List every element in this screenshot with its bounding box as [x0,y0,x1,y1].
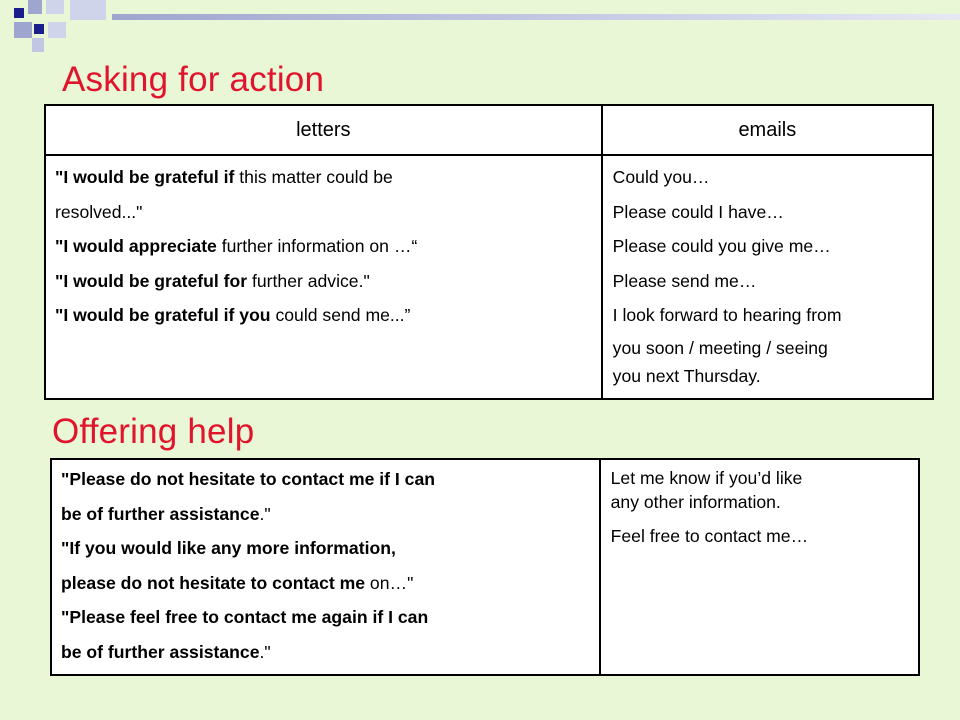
offering-table [50,458,920,676]
phrase-bold: be of further assistance [61,641,260,662]
phrase-bold: be of further assistance [61,503,260,524]
phrase-bold: "If you would like any more information, [61,538,396,559]
phrase-line [61,497,595,532]
email-line: Let me know if you’d like [610,468,803,488]
emails-cell [600,459,919,675]
phrase-text: this matter could be [234,167,393,187]
phrase-text: ." [259,641,271,662]
phrase-text: on…" [365,572,414,593]
emails-cell [602,155,933,399]
table-header-row [45,105,933,155]
deco-square [14,22,32,38]
email-line: Could you… [612,167,710,187]
deco-square [32,38,44,52]
phrase-text: could send me...” [270,305,411,326]
phrase-bold: "I would be grateful for [55,270,248,291]
asking-table [44,104,934,400]
phrase-bold: "I would be grateful if you [55,305,271,326]
phrase-bold: "I would be grateful if [55,167,235,187]
letters-cell [45,155,602,399]
header-emails: emails [602,105,933,155]
phrase-line [61,635,595,670]
deco-square [28,0,42,14]
email-line: Feel free to contact me… [610,526,809,546]
phrase-line [55,229,595,264]
deco-square [46,0,64,14]
letters-cell [51,459,600,675]
email-line: I look forward to hearing from [612,305,842,326]
phrase-line [55,160,595,195]
phrase-text: ." [259,503,271,524]
phrase-line [61,531,595,566]
deco-square [70,0,106,20]
phrase-line [55,195,595,230]
email-line: you soon / meeting / seeing [612,337,828,358]
header-letters: letters [45,105,602,155]
deco-square [34,24,44,34]
section-title-offering: Offering help [52,412,255,451]
header-bar [112,14,960,20]
section-title-asking: Asking for action [62,60,325,99]
phrase-text: further information on …“ [216,236,418,257]
phrase-text: further advice." [247,270,370,291]
phrase-bold: "Please do not hesitate to contact me if I can [61,469,435,489]
phrase-bold: please do not hesitate to contact me [61,572,366,593]
phrase-line [61,566,595,601]
phrase-line [55,264,595,299]
table-row [45,155,933,399]
table-row [51,459,919,675]
email-line: you next Thursday. [612,365,761,386]
deco-square [14,8,24,18]
phrase-bold: "Please feel free to contact me again if I can [61,607,429,628]
deco-square [48,22,66,38]
email-line: Please could you give me… [612,236,831,257]
phrase-line [61,462,595,497]
email-line: Please could I have… [612,201,784,222]
phrase-bold: "I would appreciate [55,236,217,257]
email-line: any other information. [610,492,781,512]
phrase-text: resolved..." [55,201,143,222]
phrase-line [55,298,595,333]
phrase-line [61,600,595,635]
email-line: Please send me… [612,270,757,291]
